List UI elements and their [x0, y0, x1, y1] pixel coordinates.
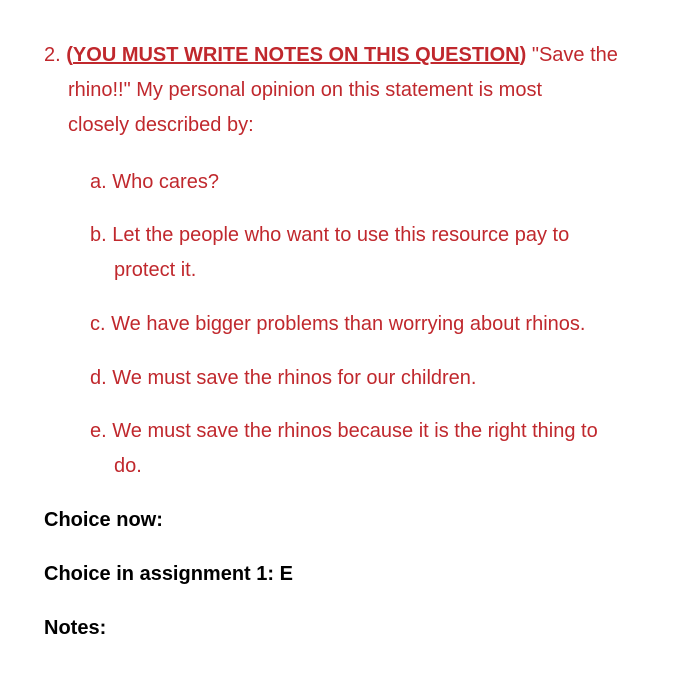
- emphasis-underlined-text: YOU MUST WRITE NOTES ON THIS QUESTION: [72, 44, 520, 66]
- option-text: We have bigger problems than worrying about rhinos.: [111, 313, 586, 335]
- option-text-continued: protect it.: [114, 259, 197, 281]
- question-line-1: [44, 38, 644, 73]
- option-d: [90, 361, 477, 396]
- question-line-1-rest: "Save the: [531, 44, 618, 66]
- option-text: Let the people who want to use this resource pay to: [112, 224, 570, 246]
- question-block: [44, 38, 644, 143]
- emphasis-open-paren: (: [66, 44, 73, 66]
- option-text: We must save the rhinos for our children.: [112, 367, 477, 389]
- option-letter: d.: [90, 367, 107, 389]
- option-letter: c.: [90, 313, 106, 335]
- choice-now-label: Choice now:: [44, 509, 163, 531]
- question-number: 2.: [44, 44, 61, 66]
- option-letter: e.: [90, 420, 107, 442]
- option-a: [90, 165, 219, 200]
- option-text: Who cares?: [112, 171, 219, 193]
- question-line-2: rhino!!" My personal opinion on this statement is most: [68, 79, 542, 101]
- choice-assignment-label: Choice in assignment 1: E: [44, 563, 293, 585]
- notes-label: Notes:: [44, 617, 107, 639]
- option-b: [90, 218, 569, 288]
- option-letter: b.: [90, 224, 107, 246]
- question-line-3: closely described by:: [68, 114, 254, 136]
- emphasis-close-paren: ): [519, 44, 527, 66]
- option-letter: a.: [90, 171, 107, 193]
- option-e: [90, 414, 598, 484]
- option-c: [90, 307, 585, 342]
- option-text: We must save the rhinos because it is the right thing to: [112, 420, 598, 442]
- question-emphasis: [66, 44, 526, 66]
- option-text-continued: do.: [114, 455, 142, 477]
